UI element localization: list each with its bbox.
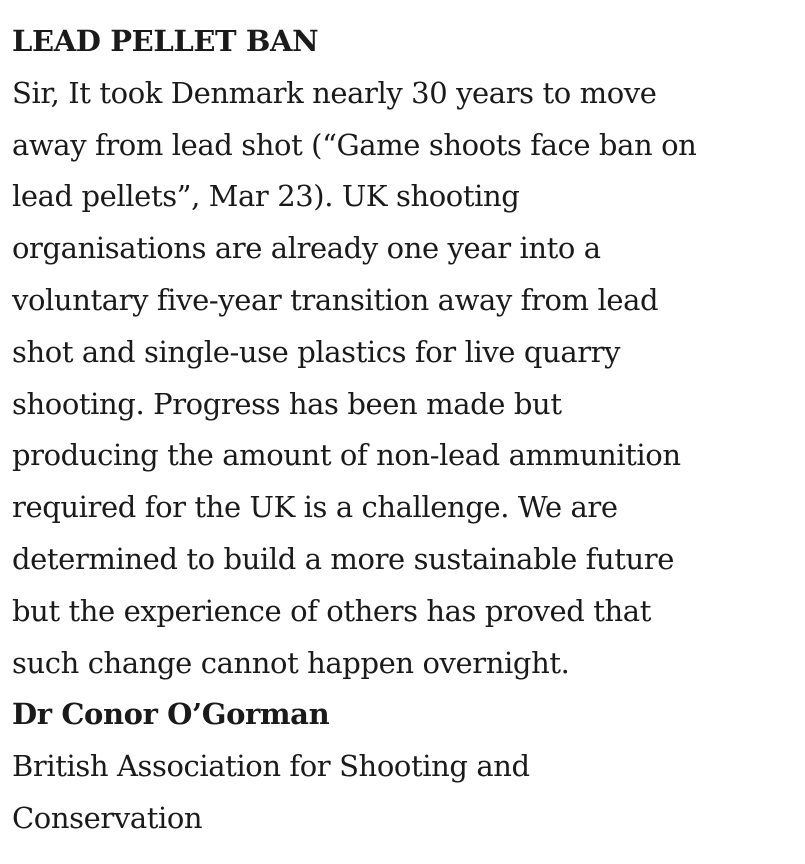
body-line: shot and single-use plastics for live quarry — [12, 334, 621, 369]
letter-body — [12, 68, 802, 690]
letter-headline: LEAD PELLET BAN — [12, 24, 319, 58]
signature-name: Dr Conor O’Gorman — [12, 697, 330, 732]
letter — [12, 16, 802, 845]
body-line: but the experience of others has proved that — [12, 593, 651, 628]
body-line: Sir, It took Denmark nearly 30 years to move — [12, 75, 657, 110]
body-line: lead pellets”, Mar 23). UK shooting — [12, 179, 520, 214]
body-line: producing the amount of non-lead ammunition — [12, 438, 681, 473]
body-line: voluntary five-year transition away from lead — [12, 282, 659, 317]
affiliation-line: British Association for Shooting and — [12, 749, 530, 784]
body-line: shooting. Progress has been made but — [12, 386, 562, 421]
body-line: organisations are already one year into a — [12, 231, 601, 266]
affiliation-line: Conservation — [12, 800, 203, 835]
body-line: required for the UK is a challenge. We are — [12, 490, 618, 525]
body-line: determined to build a more sustainable future — [12, 541, 675, 576]
body-line: such change cannot happen overnight. — [12, 645, 570, 680]
signature-affiliation — [12, 741, 802, 845]
body-line: away from lead shot (“Game shoots face ban on — [12, 127, 697, 162]
